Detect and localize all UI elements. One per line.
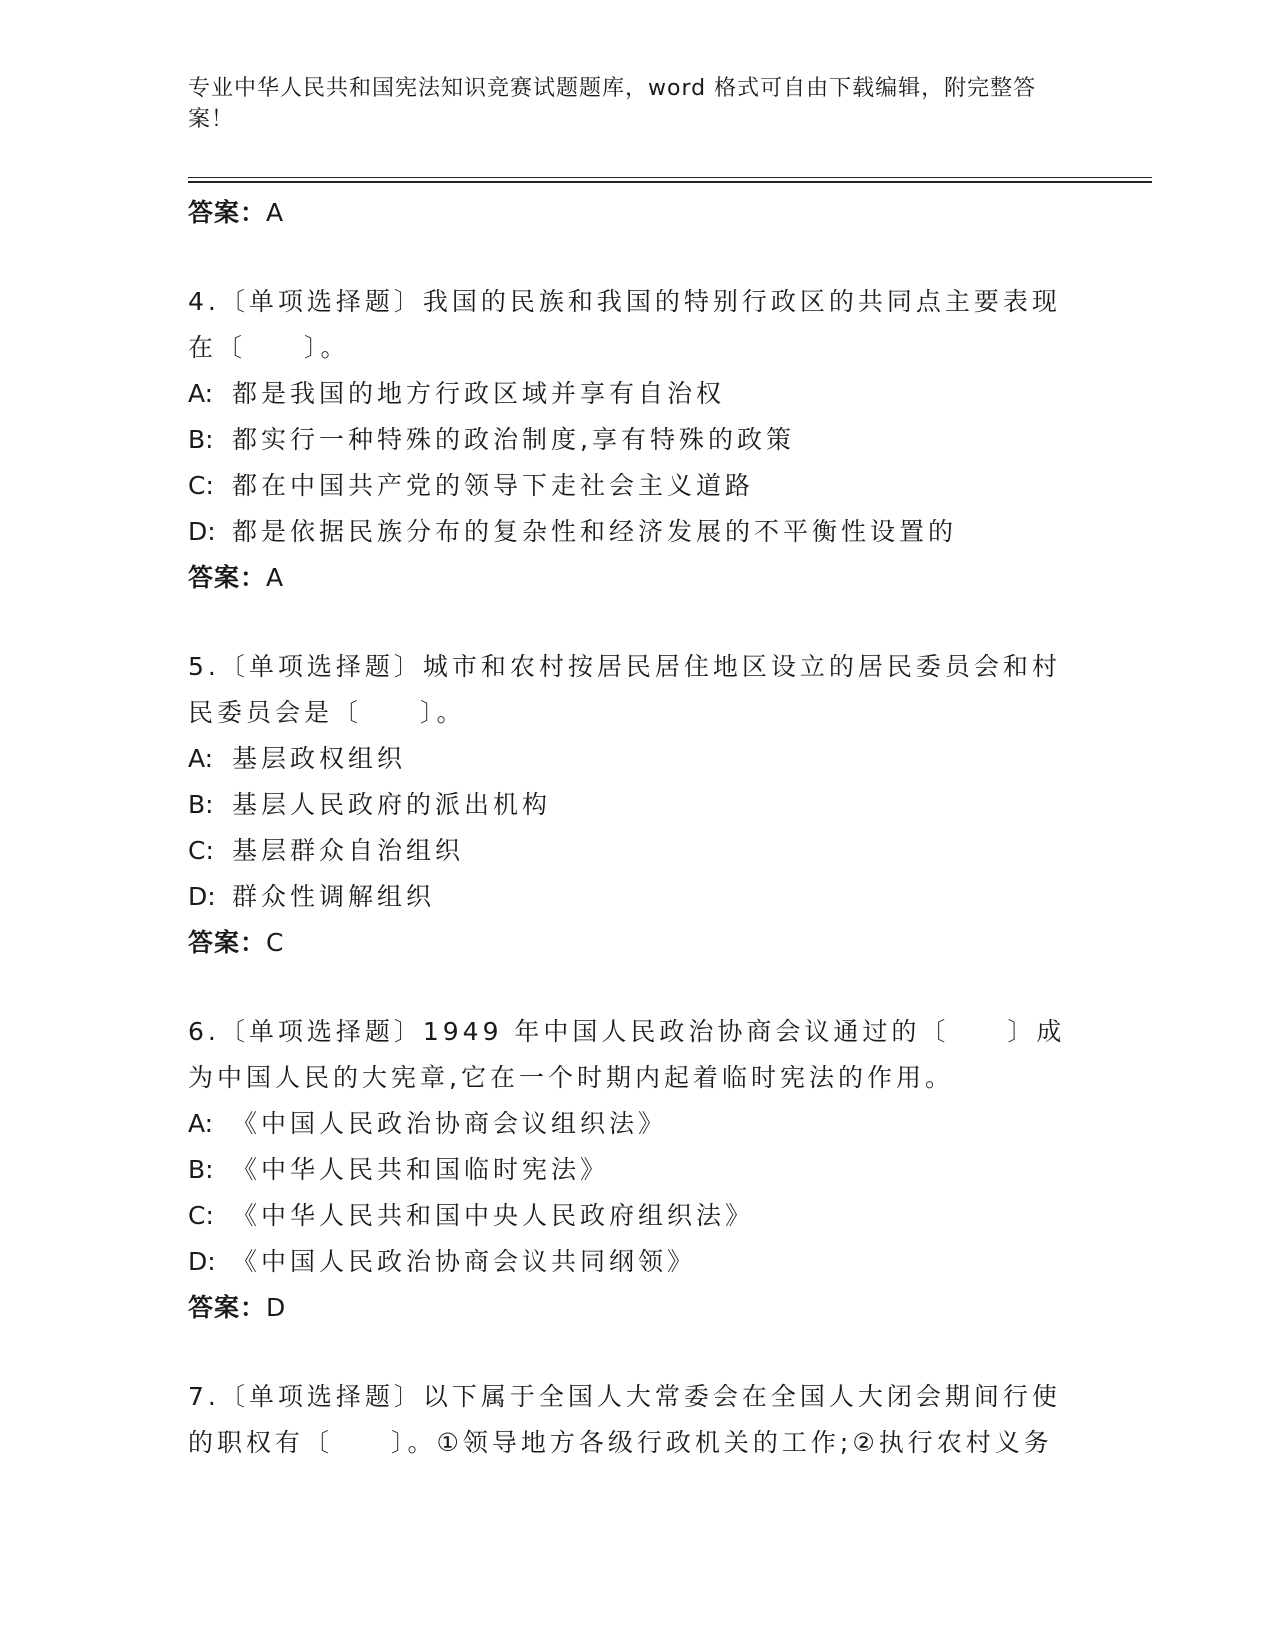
option-text: 都是我国的地方行政区域并享有自治权 [232, 379, 726, 408]
option-text: 基层政权组织 [232, 744, 407, 773]
option-text: 《中华人民共和国临时宪法》 [232, 1155, 610, 1184]
question-stem: 7.〔单项选择题〕以下属于全国人大常委会在全国人大闭会期间行使的职权有〔 〕。①领导地方各级行政机关的工作;②执行农村义务 [188, 1382, 1061, 1457]
header-rule-thick [188, 181, 1152, 183]
option-b [188, 1147, 1088, 1193]
option-text: 群众性调解组织 [232, 882, 436, 911]
answer-line [188, 190, 1088, 236]
option-text: 《中国人民政治协商会议共同纲领》 [232, 1247, 697, 1276]
option-letter: D: [188, 1247, 216, 1276]
option-d [188, 1239, 1088, 1285]
question-item [188, 644, 1088, 966]
option-b [188, 782, 1088, 828]
option-letter: B: [188, 425, 214, 454]
question-stem: 5.〔单项选择题〕城市和农村按居民居住地区设立的居民委员会和村民委员会是〔 〕。 [188, 652, 1061, 727]
question-stem: 4.〔单项选择题〕我国的民族和我国的特别行政区的共同点主要表现在〔 〕。 [188, 287, 1061, 362]
option-letter: A: [188, 1109, 214, 1138]
header-rule-thin [188, 177, 1152, 178]
option-c [188, 463, 1088, 509]
option-text: 基层群众自治组织 [232, 836, 465, 865]
option-letter: D: [188, 517, 216, 546]
option-letter: A: [188, 379, 214, 408]
option-c [188, 1193, 1088, 1239]
question-stem: 6.〔单项选择题〕1949 年中国人民政治协商会议通过的〔 〕成为中国人民的大宪章,它在一个时期内起着临时宪法的作用。 [188, 1017, 1066, 1092]
answer-value: D [266, 1293, 287, 1322]
answer-label: 答案： [188, 1293, 267, 1322]
option-letter: A: [188, 744, 214, 773]
option-a [188, 371, 1088, 417]
option-d [188, 509, 1088, 555]
option-text: 基层人民政府的派出机构 [232, 790, 552, 819]
option-a [188, 736, 1088, 782]
answer-label: 答案： [188, 928, 267, 957]
option-letter: B: [188, 1155, 214, 1184]
option-letter: D: [188, 882, 216, 911]
answer-label: 答案： [188, 198, 267, 227]
option-text: 都是依据民族分布的复杂性和经济发展的不平衡性设置的 [232, 517, 958, 546]
option-b [188, 417, 1088, 463]
option-letter: C: [188, 836, 214, 865]
answer-value: C [266, 928, 285, 957]
option-text: 《中国人民政治协商会议组织法》 [232, 1109, 668, 1138]
question-item [188, 279, 1088, 601]
page-header: 专业中华人民共和国宪法知识竞赛试题题库，word 格式可自由下载编辑，附完整答案！ [188, 76, 1037, 132]
answer-line [188, 1285, 1088, 1331]
answer-value: A [266, 198, 285, 227]
answer-value: A [266, 563, 285, 592]
answer-label: 答案： [188, 563, 267, 592]
option-c [188, 828, 1088, 874]
option-a [188, 1101, 1088, 1147]
question-item [188, 1009, 1088, 1331]
option-letter: C: [188, 1201, 214, 1230]
option-letter: B: [188, 790, 214, 819]
option-text: 《中华人民共和国中央人民政府组织法》 [232, 1201, 755, 1230]
option-text: 都实行一种特殊的政治制度,享有特殊的政策 [232, 425, 795, 454]
question-item [188, 1374, 1088, 1466]
answer-line [188, 555, 1088, 601]
option-letter: C: [188, 471, 214, 500]
option-d [188, 874, 1088, 920]
answer-line [188, 920, 1088, 966]
option-text: 都在中国共产党的领导下走社会主义道路 [232, 471, 755, 500]
question-list [188, 190, 1088, 1466]
